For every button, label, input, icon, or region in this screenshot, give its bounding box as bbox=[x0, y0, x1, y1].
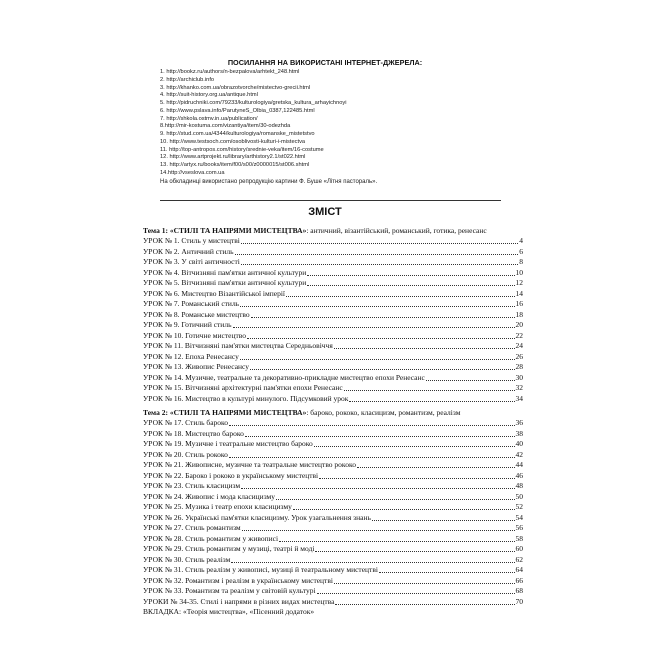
reference-item: 12. http://www.artprojekt.ru/library/arthistory2.1/st022.html bbox=[160, 154, 306, 161]
toc-theme-name: «СТИЛІ ТА НАПРЯМИ МИСТЕЦТВА» bbox=[169, 226, 307, 235]
toc-lesson-title: УРОК № 15. Вітчизняні архітектурні пам'ятки епохи Ренесанс bbox=[143, 383, 343, 392]
toc-leader-dots bbox=[279, 541, 514, 542]
toc-page-number: 56 bbox=[515, 523, 523, 532]
toc-leader-dots bbox=[240, 359, 515, 360]
toc-lesson-title: УРОК № 32. Романтизм і реалізм в українському мистецтві bbox=[143, 575, 333, 585]
toc-page-number: 22 bbox=[515, 330, 523, 340]
toc-lesson-title: УРОК № 16. Мистецтво в культурі минулого. Підсумковий урок bbox=[143, 393, 349, 403]
toc-leader-dots bbox=[250, 369, 514, 370]
toc-lesson-title: УРОК № 10. Готичне мистецтво bbox=[143, 330, 246, 340]
reference-item: 5. http://pidruchniki.com/79233/kulturologiya/gretska_kultura_arhayichnoyi bbox=[160, 100, 347, 106]
toc-leader-dots bbox=[372, 520, 515, 521]
toc-page-number: 36 bbox=[515, 418, 523, 427]
toc-lesson-title: УРОК № 21. Живописне, музичне та театральне мистецтво рококо bbox=[143, 460, 356, 469]
toc-page-number: 8 bbox=[519, 257, 523, 266]
toc-lesson-title: УРОК № 6. Мистецтво Візантійської імперії bbox=[143, 288, 285, 298]
toc-page-number: 6 bbox=[519, 246, 523, 256]
toc-lesson-title: УРОК № 23. Стиль класицизм bbox=[143, 481, 241, 490]
reference-item: 1. http://bookz.ru/authors/n-bezpalova/arhtekt_248.html bbox=[160, 69, 300, 75]
toc-lesson-title: УРОК № 13. Живопис Ренесансу bbox=[143, 362, 250, 371]
toc-leader-dots bbox=[241, 264, 518, 265]
toc-leader-dots bbox=[233, 327, 515, 328]
toc-lesson-row bbox=[143, 576, 523, 587]
toc-lesson-title: УРОК № 8. Романське мистецтво bbox=[143, 309, 250, 319]
table-of-contents bbox=[143, 226, 523, 618]
toc-lesson-row bbox=[143, 460, 523, 471]
toc-leader-dots bbox=[334, 583, 515, 584]
toc-page-number: 30 bbox=[515, 372, 523, 382]
toc-lesson-title: УРОК № 19. Музичне і театральне мистецтво бароко bbox=[143, 439, 313, 448]
toc-lesson-title: УРОК № 28. Стиль романтизм у живописі bbox=[143, 533, 279, 543]
toc-lesson-row bbox=[143, 352, 523, 363]
toc-theme-prefix: Тема 2: bbox=[143, 408, 170, 417]
toc-theme-topics: : античний, візантійський, романський, готика, ренесанс bbox=[306, 226, 487, 235]
reference-item: 6. http://www.pslava.info/ParutyneS_Olbia_0387,122485.html bbox=[160, 107, 315, 114]
toc-lesson-row bbox=[143, 523, 523, 534]
toc-page-number: 12 bbox=[515, 278, 523, 287]
toc-page-number: 4 bbox=[519, 236, 523, 245]
toc-lesson-title: УРОК № 30. Стиль реалізм bbox=[143, 554, 231, 564]
toc-leader-dots bbox=[334, 348, 515, 349]
toc-lesson-row bbox=[143, 257, 523, 268]
toc-leader-dots bbox=[315, 551, 514, 552]
toc-lesson-row bbox=[143, 310, 523, 321]
toc-page-number: 52 bbox=[515, 502, 523, 511]
toc-page-number: 14 bbox=[515, 288, 523, 298]
toc-page-number: 46 bbox=[515, 470, 523, 480]
toc-page-number: 42 bbox=[515, 449, 523, 459]
toc-leader-dots bbox=[357, 467, 515, 468]
toc-lesson-row bbox=[143, 481, 523, 492]
toc-lesson-title: УРОК № 9. Готичний стиль bbox=[143, 320, 232, 329]
toc-lesson-row bbox=[143, 534, 523, 545]
toc-leader-dots bbox=[379, 572, 515, 573]
reference-item: 9. http://stud.com.ua/4344/kulturologiya/romanske_mistetstvo bbox=[160, 131, 315, 137]
toc-theme-heading bbox=[143, 408, 523, 418]
toc-lesson-row bbox=[143, 513, 523, 524]
toc-page-number: 40 bbox=[515, 439, 523, 448]
toc-leader-dots bbox=[426, 380, 515, 381]
toc-page-number: 10 bbox=[515, 267, 523, 277]
toc-lesson-row bbox=[143, 586, 523, 597]
toc-page-number: 60 bbox=[515, 544, 523, 553]
toc-lesson-row bbox=[143, 439, 523, 450]
toc-lesson-title: УРОК № 3. У світі античності bbox=[143, 257, 240, 266]
toc-leader-dots bbox=[247, 338, 515, 339]
toc-lesson-title: УРОК № 22. Бароко і рококо в українському мистецтві bbox=[143, 470, 319, 480]
reference-item: 3. http://khanko.com.ua/obrazotvorche/mistectvo-grecii.html bbox=[160, 84, 311, 91]
toc-title: ЗМІСТ bbox=[308, 206, 342, 218]
toc-lesson-row bbox=[143, 471, 523, 482]
toc-leader-dots bbox=[229, 425, 514, 426]
toc-page-number: 68 bbox=[515, 586, 523, 595]
toc-leader-dots bbox=[242, 530, 515, 531]
toc-leader-dots bbox=[319, 478, 514, 479]
toc-leader-dots bbox=[314, 446, 515, 447]
toc-leader-dots bbox=[251, 317, 515, 318]
toc-lesson-row bbox=[143, 268, 523, 279]
toc-lesson-row bbox=[143, 383, 523, 394]
toc-lesson-row bbox=[143, 341, 523, 352]
toc-lesson-row bbox=[143, 450, 523, 461]
toc-lesson-row bbox=[143, 492, 523, 503]
toc-lesson-title: УРОК № 26. Українські пам'ятки класицизму. Урок узагальнення знань bbox=[143, 512, 371, 522]
toc-leader-dots bbox=[276, 499, 514, 500]
toc-page-number: 48 bbox=[515, 481, 523, 490]
toc-theme-heading bbox=[143, 226, 523, 236]
toc-lesson-title: УРОК № 2. Античний стиль bbox=[143, 246, 234, 256]
toc-lesson-title: УРОК № 25. Музика і театр епохи класицизму bbox=[143, 502, 292, 511]
toc-lesson-title: УРОК № 7. Романський стиль bbox=[143, 299, 240, 308]
references-list bbox=[160, 69, 600, 178]
toc-theme-name: «СТИЛІ ТА НАПРЯМИ МИСТЕЦТВА» bbox=[169, 408, 307, 417]
toc-page-number: 54 bbox=[515, 512, 523, 522]
reference-item: 13. http://artyx.ru/books/item/f00/s00/z0000015/st006.shtml bbox=[160, 162, 310, 168]
toc-leader-dots bbox=[231, 562, 514, 563]
toc-page-number: 66 bbox=[515, 575, 523, 585]
toc-lesson-row bbox=[143, 278, 523, 289]
reference-item: 10. http://www.testsoch.com/osoblivosti-kulturi-i-mistectva bbox=[160, 138, 306, 145]
toc-lesson-row bbox=[143, 565, 523, 576]
toc-page-number: 62 bbox=[515, 554, 523, 564]
toc-lesson-title: УРОК № 31. Стиль реалізм у живописі, музиці й театральному мистецтві bbox=[143, 565, 378, 574]
toc-lesson-title: УРОК № 29. Стиль романтизм у музиці, театрі й моді bbox=[143, 544, 315, 553]
toc-lesson-title: УРОК № 17. Стиль бароко bbox=[143, 418, 229, 427]
toc-leader-dots bbox=[240, 306, 514, 307]
toc-lesson-title: УРОК № 5. Вітчизняні пам'ятки античної культури bbox=[143, 278, 307, 287]
toc-appendix: ВКЛАДКА: «Теорія мистецтва», «Пісенний додаток» bbox=[143, 607, 315, 616]
toc-leader-dots bbox=[241, 488, 514, 489]
toc-lesson-title: УРОКИ № 34-35. Стилі і напрями в різних видах мистецтва bbox=[143, 596, 335, 606]
toc-leader-dots bbox=[241, 243, 518, 244]
toc-lesson-row bbox=[143, 429, 523, 440]
toc-lesson-title: УРОК № 20. Стиль рококо bbox=[143, 449, 228, 459]
toc-leader-dots bbox=[286, 296, 515, 297]
toc-lesson-title: УРОК № 12. Епоха Ренесансу bbox=[143, 351, 239, 361]
toc-leader-dots bbox=[245, 436, 515, 437]
toc-page-number: 50 bbox=[515, 491, 523, 501]
toc-page-number: 28 bbox=[515, 362, 523, 371]
toc-page-number: 18 bbox=[515, 309, 523, 319]
toc-lesson-title: УРОК № 27. Стиль романтизм bbox=[143, 523, 241, 532]
toc-lesson-row bbox=[143, 299, 523, 310]
toc-lesson-title: УРОК № 11. Вітчизняні пам'ятки мистецтва Середньовіччя bbox=[143, 341, 333, 350]
reference-item: 11. http://top-antropos.com/history/srednie-veka/item/16-costume bbox=[160, 146, 324, 153]
toc-lesson-row bbox=[143, 362, 523, 373]
toc-leader-dots bbox=[229, 457, 515, 458]
toc-leader-dots bbox=[293, 509, 515, 510]
toc-lesson-title: УРОК № 33. Романтизм та реалізм у світовій культурі bbox=[143, 586, 316, 595]
reference-item: 4. http://suit-history.org.ua/antique.html bbox=[160, 92, 258, 99]
toc-lesson-title: УРОК № 18. Мистецтво бароко bbox=[143, 428, 244, 438]
toc-lesson-row bbox=[143, 502, 523, 513]
toc-page-number: 38 bbox=[515, 428, 523, 438]
toc-page-number: 20 bbox=[515, 320, 523, 329]
toc-lesson-row bbox=[143, 418, 523, 429]
toc-leader-dots bbox=[307, 275, 514, 276]
toc-lesson-row bbox=[143, 555, 523, 566]
toc-lesson-title: УРОК № 14. Музичне, театральне та декоративно-прикладне мистецтво епохи Ренесанс bbox=[143, 372, 425, 382]
toc-page-number: 24 bbox=[515, 341, 523, 350]
toc-lesson-row bbox=[143, 373, 523, 384]
toc-lesson-row bbox=[143, 331, 523, 342]
cover-note: На обкладинці використано репродукцію картини Ф. Буше «Літня пастораль». bbox=[160, 179, 378, 185]
reference-item: 8.http://mir-kostuma.com/vizantiya/item/30-odezhda bbox=[160, 123, 291, 130]
references-title: ПОСИЛАННЯ НА ВИКОРИСТАНІ ІНТЕРНЕТ-ДЖЕРЕЛА: bbox=[227, 58, 423, 67]
toc-page-number: 32 bbox=[515, 383, 523, 392]
toc-page-number: 58 bbox=[515, 533, 523, 543]
separator-line bbox=[160, 200, 501, 201]
toc-leader-dots bbox=[335, 604, 514, 605]
toc-lesson-row bbox=[143, 236, 523, 247]
toc-page-number: 26 bbox=[515, 351, 523, 361]
toc-lesson-row bbox=[143, 597, 523, 608]
toc-page-number: 44 bbox=[515, 460, 523, 469]
toc-leader-dots bbox=[349, 401, 514, 402]
toc-lesson-title: УРОК № 4. Вітчизняні пам'ятки античної культури bbox=[143, 267, 307, 277]
toc-lesson-row bbox=[143, 247, 523, 258]
reference-item: 2. http://archiclub.info bbox=[160, 76, 215, 83]
toc-lesson-title: УРОК № 1. Стиль у мистецтві bbox=[143, 236, 240, 245]
toc-page-number: 34 bbox=[515, 393, 523, 403]
toc-lesson-title: УРОК № 24. Живопис і мода класицизму bbox=[143, 491, 276, 501]
toc-theme-prefix: Тема 1: bbox=[143, 226, 170, 235]
toc-leader-dots bbox=[235, 254, 519, 255]
toc-lesson-row bbox=[143, 394, 523, 405]
toc-lesson-row bbox=[143, 289, 523, 300]
toc-page-number: 64 bbox=[515, 565, 523, 574]
toc-lesson-row bbox=[143, 320, 523, 331]
reference-item: 14.http://vseslova.com.ua bbox=[160, 169, 225, 176]
toc-leader-dots bbox=[344, 390, 515, 391]
toc-theme-topics: : бароко, рококо, класицизм, романтизм, реалізм bbox=[306, 408, 461, 417]
toc-leader-dots bbox=[307, 285, 514, 286]
toc-page-number: 16 bbox=[515, 299, 523, 308]
toc-page-number: 70 bbox=[515, 596, 523, 606]
reference-item: 7. http://shkola.ostmv.in.ua/publication/ bbox=[160, 115, 258, 122]
toc-lesson-row bbox=[143, 544, 523, 555]
toc-leader-dots bbox=[317, 593, 515, 594]
